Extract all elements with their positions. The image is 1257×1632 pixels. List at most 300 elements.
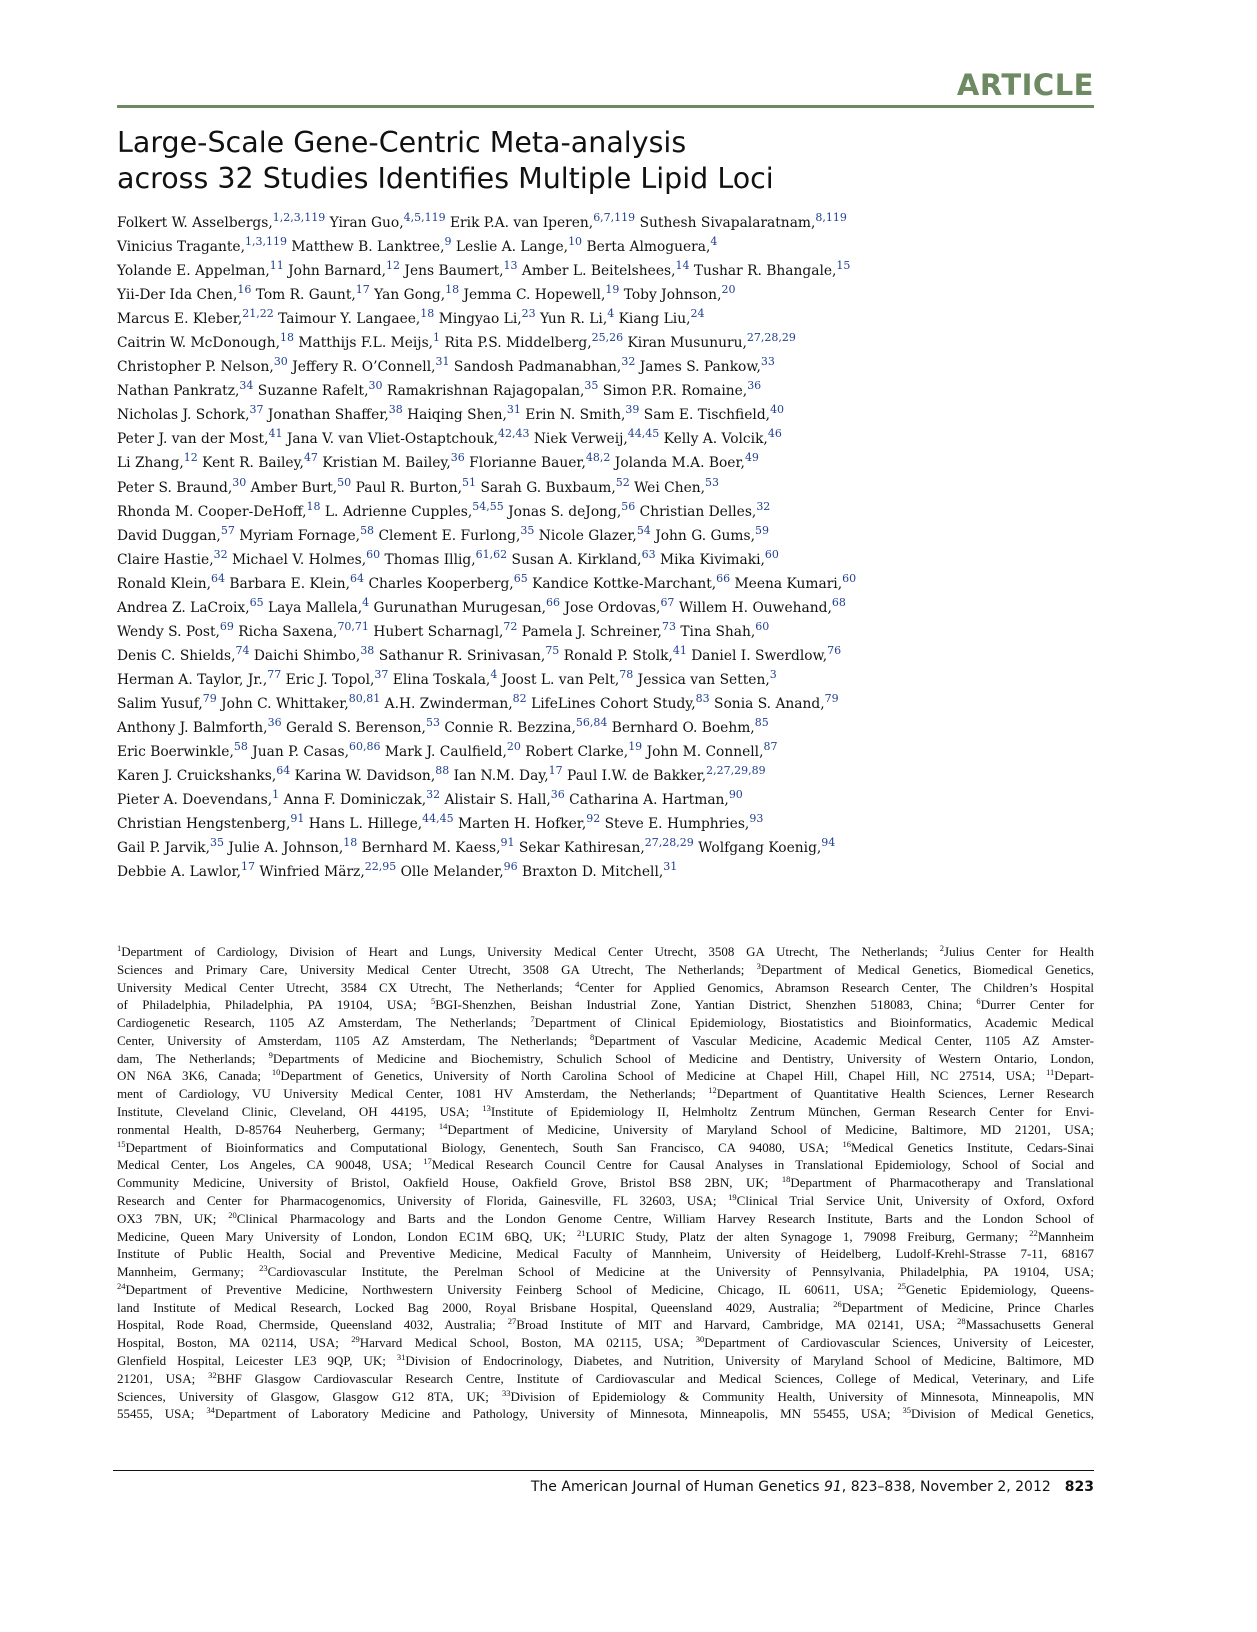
affiliation-line (117, 1085, 1094, 1103)
author-name: Juan P. Casas, (252, 744, 349, 761)
affiliation-line (117, 1334, 1094, 1352)
author-affiliation-ref: 23 (521, 307, 536, 321)
author-line (117, 692, 1107, 716)
author-affiliation-ref: 17 (548, 764, 563, 778)
author-affiliation-ref: 36 (550, 788, 565, 802)
affiliation-text: Medical Center, Los Angeles, CA 90048, USA; (117, 1157, 424, 1173)
author-name: Jolanda M.A. Boer, (614, 455, 745, 472)
affiliation-number: 3 (756, 960, 761, 971)
author-line (117, 403, 1107, 427)
author-name: Braxton D. Mitchell, (521, 864, 664, 881)
author-affiliation-ref: 42,43 (497, 427, 530, 441)
author-name: Karen J. Cruickshanks, (117, 768, 277, 785)
affiliation-number: 28 (957, 1316, 966, 1327)
affiliation-text: Center, University of Amsterdam, 1105 AZ Amsterdam, The Netherlands; (117, 1032, 590, 1048)
author-name: Haiqing Shen, (407, 407, 507, 424)
author-name: Wolfgang Koenig, (698, 840, 822, 857)
author-affiliation-ref: 66 (546, 595, 561, 609)
affiliation-text: land Institute of Medical Research, Locked Bag 2000, Royal Brisbane Hospital, Queensland 4029, Australia; (117, 1299, 834, 1315)
affiliation-line (117, 1156, 1094, 1174)
affiliation-text: ronmental Health, D-85764 Neuherberg, Germany; (117, 1121, 439, 1137)
author-name: Matthew B. Lanktree, (291, 239, 445, 256)
author-name: Elina Toskala, (392, 671, 491, 688)
author-line (117, 812, 1107, 836)
author-affiliation-ref: 79 (824, 691, 839, 705)
author-name: Nicholas J. Schork, (117, 407, 250, 424)
author-name: Yii-Der Ida Chen, (117, 287, 238, 304)
author-affiliation-ref: 47 (303, 451, 318, 465)
affiliation-number: 5 (431, 996, 436, 1007)
author-name: Debbie A. Lawlor, (117, 864, 241, 881)
author-name: Hubert Scharnagl, (373, 623, 504, 640)
author-name: Laya Mallela, (267, 599, 363, 616)
author-affiliation-ref: 52 (615, 475, 630, 489)
journal-name: The American Journal of Human Genetics (530, 1479, 824, 1495)
author-affiliation-ref: 12 (183, 451, 198, 465)
author-name: Li Zhang, (117, 455, 184, 472)
affiliation-text: Department of Cardiovascular Sciences, University of Leicester, (704, 1335, 1094, 1351)
author-name: Wendy S. Post, (117, 623, 220, 640)
author-affiliation-ref: 79 (202, 691, 217, 705)
author-line (117, 716, 1107, 740)
affiliation-line (117, 1121, 1094, 1139)
author-affiliation-ref: 70,71 (337, 619, 369, 633)
affiliation-line (117, 1032, 1094, 1050)
author-name: Leslie A. Lange, (455, 239, 569, 256)
author-name: Mingyao Li, (438, 311, 522, 328)
author-list (117, 211, 1107, 884)
affiliation-line (117, 1192, 1094, 1210)
author-affiliation-ref: 2,27,29,89 (706, 764, 766, 778)
affiliation-text: Clinical Pharmacology and Barts and the London Genome Centre, William Harvey Research Institute, Barts and the London School of (236, 1210, 1094, 1226)
affiliation-number: 2 (939, 942, 945, 953)
affiliation-text: Cardiovascular Institute, the Perelman School of Medicine at the University of Pennsylvania, Philadelphia, PA 19104, USA; (267, 1264, 1094, 1280)
affiliation-text: Department of Laboratory Medicine and Pathology, University of Minnesota, Minneapolis, MN 55455, USA; (214, 1406, 903, 1422)
title-line: across 32 Studies Identifies Multiple Lipid Loci (117, 162, 774, 195)
author-name: Christopher P. Nelson, (117, 359, 274, 376)
author-name: Tina Shah, (680, 623, 756, 640)
affiliation-line (117, 1014, 1094, 1032)
affiliation-number: 30 (695, 1334, 705, 1345)
affiliation-number: 33 (501, 1387, 511, 1398)
author-affiliation-ref: 32 (756, 499, 771, 513)
author-affiliation-ref: 32 (213, 547, 228, 561)
section-label: ARTICLE (956, 68, 1094, 102)
affiliation-number: 32 (208, 1369, 217, 1380)
author-affiliation-ref: 1,3,119 (245, 235, 287, 248)
author-line (117, 379, 1107, 403)
author-name: Sarah G. Buxbaum, (480, 479, 616, 496)
affiliation-text: Institute of Epidemiology II, Helmholtz Zentrum München, German Research Center for Envi- (490, 1104, 1094, 1120)
affiliation-line (117, 1245, 1094, 1263)
affiliation-line (117, 1405, 1094, 1423)
author-name: Olle Melander, (400, 864, 504, 881)
article-title (117, 125, 1094, 197)
affiliation-number: 15 (117, 1138, 126, 1149)
affiliation-text: Julius Center for Health (944, 944, 1095, 959)
affiliation-number: 19 (728, 1191, 737, 1202)
author-affiliation-ref: 74 (235, 643, 250, 657)
author-affiliation-ref: 27,28,29 (746, 331, 796, 345)
affiliation-text: Department of Cardiology, Division of Heart and Lungs, University Medical Center Utrecht, 3508 GA Utrecht, The Netherlands; (121, 944, 940, 959)
author-name: Pamela J. Schreiner, (521, 623, 662, 640)
author-name: John G. Gums, (655, 527, 755, 544)
author-name: Peter J. van der Most, (117, 431, 269, 448)
author-affiliation-ref: 59 (754, 523, 769, 537)
author-name: Joost L. van Pelt, (501, 671, 620, 688)
page-number: 823 (1064, 1479, 1094, 1495)
author-line (117, 548, 1107, 572)
author-name: Catharina A. Hartman, (569, 792, 729, 809)
author-name: Niek Verweij, (533, 431, 628, 448)
author-affiliation-ref: 56 (621, 499, 636, 513)
author-name: Daichi Shimbo, (253, 647, 361, 664)
author-line (117, 788, 1107, 812)
author-name: Paul I.W. de Bakker, (567, 768, 707, 785)
author-name: Jana V. van Vliet-Ostaptchouk, (286, 431, 498, 448)
author-name: Jonathan Shaffer, (267, 407, 389, 424)
author-name: Sathanur R. Srinivasan, (378, 647, 546, 664)
author-name: Christian Delles, (639, 503, 757, 520)
author-name: Willem H. Ouwehand, (678, 599, 832, 616)
author-affiliation-ref: 6,7,119 (593, 210, 636, 224)
author-name: Susan A. Kirkland, (511, 551, 642, 568)
author-name: Daniel I. Swerdlow, (691, 647, 828, 664)
author-line (117, 860, 1107, 884)
affiliation-number: 25 (897, 1280, 906, 1291)
author-affiliation-ref: 64 (211, 571, 226, 585)
author-line (117, 572, 1107, 596)
author-affiliation-ref: 18 (306, 499, 321, 513)
author-name: Gerald S. Berenson, (285, 719, 426, 736)
author-affiliation-ref: 76 (827, 643, 842, 657)
author-affiliation-ref: 82 (512, 691, 527, 705)
affiliation-number: 10 (271, 1067, 281, 1078)
author-name: Nicole Glazer, (538, 527, 637, 544)
affiliation-text: Cardiogenetic Research, 1105 AZ Amsterdam, The Netherlands; (117, 1015, 531, 1031)
author-affiliation-ref: 68 (831, 595, 846, 609)
author-affiliation-ref: 64 (350, 571, 365, 585)
affiliation-number: 11 (1046, 1067, 1055, 1078)
affiliation-text: Broad Institute of MIT and Harvard, Cambridge, MA 02141, USA; (516, 1317, 958, 1333)
author-name: Claire Hastie, (117, 551, 214, 568)
author-name: Caitrin W. McDonough, (117, 335, 280, 352)
author-name: Ronald Klein, (117, 575, 212, 592)
author-name: Andrea Z. LaCroix, (117, 599, 250, 616)
author-line (117, 235, 1107, 259)
author-affiliation-ref: 37 (374, 667, 389, 681)
author-name: Berta Almoguera, (586, 239, 711, 256)
affiliation-text: Genetic Epidemiology, Queens- (905, 1281, 1094, 1297)
author-name: Ramakrishnan Rajagopalan, (386, 383, 585, 400)
affiliation-text: Depart- (1054, 1068, 1094, 1084)
author-affiliation-ref: 57 (220, 523, 235, 537)
author-affiliation-ref: 13 (503, 259, 518, 273)
author-affiliation-ref: 1 (433, 331, 441, 345)
affiliation-text: Medicine, Queen Mary University of London, London EC1M 6BQ, UK; (117, 1228, 577, 1244)
author-affiliation-ref: 31 (435, 355, 450, 369)
affiliation-text: Clinical Trial Service Unit, University of Oxford, Oxford (736, 1192, 1094, 1208)
affiliation-text: ON N6A 3K6, Canada; (117, 1068, 272, 1084)
author-name: Julie A. Johnson, (228, 840, 344, 857)
affiliation-text: dam, The Netherlands; (117, 1050, 269, 1066)
author-name: Kiang Liu, (618, 311, 691, 328)
author-name: Nathan Pankratz, (117, 383, 240, 400)
affiliation-line (117, 1281, 1094, 1299)
affiliation-number: 6 (976, 996, 981, 1007)
author-name: Connie R. Bezzina, (444, 719, 576, 736)
author-affiliation-ref: 41 (672, 643, 687, 657)
author-line (117, 836, 1107, 860)
author-affiliation-ref: 94 (821, 836, 836, 850)
author-affiliation-ref: 25,26 (591, 331, 624, 345)
author-name: Sonia S. Anand, (714, 695, 825, 712)
affiliation-text: BGI-Shenzhen, Beishan Industrial Zone, Yantian District, Shenzhen 518083, China; (435, 997, 977, 1013)
author-name: Denis C. Shields, (117, 647, 236, 664)
author-affiliation-ref: 35 (584, 379, 599, 393)
affiliation-number: 9 (268, 1049, 273, 1060)
journal-volume: 91 (823, 1479, 842, 1495)
affiliation-line (117, 961, 1094, 979)
author-affiliation-ref: 1 (272, 788, 280, 802)
author-affiliation-ref: 18 (445, 283, 460, 297)
author-line (117, 307, 1107, 331)
author-name: Kristian M. Bailey, (322, 455, 451, 472)
affiliation-text: Department of Vascular Medicine, Academic Medical Center, 1105 AZ Amster- (594, 1032, 1094, 1048)
author-affiliation-ref: 38 (360, 643, 375, 657)
journal-citation: , 823–838, November 2, 2012 (841, 1479, 1051, 1495)
author-affiliation-ref: 93 (749, 812, 764, 826)
author-line (117, 427, 1107, 451)
affiliation-text: Department of Genetics, University of North Carolina School of Medicine at Chapel Hill, Chapel Hill, NC 27514, USA; (280, 1068, 1047, 1084)
affiliation-line (117, 1139, 1094, 1157)
author-name: Winfried März, (259, 864, 365, 881)
author-name: Hans L. Hillege, (308, 816, 423, 833)
affiliation-number: 8 (589, 1031, 595, 1042)
author-affiliation-ref: 22,95 (364, 860, 397, 874)
author-name: Clement E. Furlong, (378, 527, 521, 544)
affiliation-number: 26 (833, 1298, 842, 1309)
author-affiliation-ref: 50 (337, 475, 352, 489)
author-name: Simon P.R. Romaine, (602, 383, 748, 400)
author-affiliation-ref: 96 (503, 860, 518, 874)
author-affiliation-ref: 49 (744, 451, 759, 465)
author-name: John Barnard, (288, 263, 387, 280)
author-name: Mika Kivimaki, (659, 551, 765, 568)
author-affiliation-ref: 19 (605, 283, 620, 297)
author-name: Bernhard M. Kaess, (361, 840, 501, 857)
affiliation-number: 14 (438, 1120, 448, 1131)
author-affiliation-ref: 3 (769, 667, 777, 681)
author-name: Ian N.M. Day, (453, 768, 549, 785)
affiliation-line (117, 1174, 1094, 1192)
author-affiliation-ref: 83 (695, 691, 710, 705)
author-name: Amber L. Beitelshees, (521, 263, 676, 280)
affiliation-text: Institute, Cleveland Clinic, Cleveland, OH 44195, USA; (117, 1104, 483, 1120)
affiliation-number: 23 (259, 1262, 268, 1273)
author-affiliation-ref: 41 (268, 427, 283, 441)
affiliation-number: 1 (117, 942, 122, 953)
affiliation-line (117, 1263, 1094, 1281)
author-name: David Duggan, (117, 527, 221, 544)
author-affiliation-ref: 73 (661, 619, 676, 633)
affiliation-number: 29 (351, 1334, 360, 1345)
author-affiliation-ref: 4 (607, 307, 615, 321)
author-name: A.H. Zwinderman, (384, 695, 513, 712)
author-affiliation-ref: 60 (366, 547, 381, 561)
affiliation-line (117, 1299, 1094, 1317)
affiliation-text: Massachusetts General (965, 1317, 1094, 1333)
author-name: Suthesh Sivapalaratnam, (639, 215, 816, 231)
author-name: Peter S. Braund, (117, 479, 233, 496)
author-affiliation-ref: 9 (444, 235, 452, 248)
author-affiliation-ref: 51 (462, 475, 477, 489)
affiliation-text: Department of Bioinformatics and Computational Biology, Genentech, South San Francisco, CA 94080, USA; (125, 1139, 843, 1155)
author-line (117, 764, 1107, 788)
author-name: Jonas S. deJong, (508, 503, 622, 520)
author-affiliation-ref: 35 (520, 523, 535, 537)
author-line (117, 524, 1107, 548)
author-affiliation-ref: 37 (249, 403, 264, 417)
affiliation-line (117, 1067, 1094, 1085)
author-affiliation-ref: 36 (267, 715, 282, 729)
author-name: Barbara E. Klein, (229, 575, 351, 592)
author-affiliation-ref: 8,119 (815, 210, 847, 224)
author-affiliation-ref: 24 (690, 307, 705, 321)
author-line (117, 283, 1107, 307)
author-line (117, 620, 1107, 644)
author-name: Taimour Y. Langaee, (278, 311, 421, 328)
author-affiliation-ref: 36 (747, 379, 762, 393)
author-affiliation-ref: 92 (586, 812, 601, 826)
affiliation-text: ment of Cardiology, VU University Medical Center, 1081 HV Amsterdam, the Netherlands; (117, 1086, 709, 1102)
author-name: Gail P. Jarvik, (117, 840, 211, 857)
affiliation-text: Department of Medical Genetics, Biomedical Genetics, (760, 961, 1095, 977)
author-affiliation-ref: 67 (660, 595, 675, 609)
affiliation-line (117, 1103, 1094, 1121)
author-affiliation-ref: 80,81 (348, 691, 381, 705)
affiliation-text: BHF Glasgow Cardiovascular Research Centre, Institute of Cardiovascular and Medical Sciences, College of Medical, Veterinary, and Life (216, 1370, 1094, 1386)
author-affiliation-ref: 91 (290, 812, 305, 826)
affiliation-number: 13 (482, 1102, 491, 1113)
author-affiliation-ref: 30 (232, 475, 247, 489)
author-line (117, 740, 1107, 764)
affiliation-text: Durrer Center for (980, 997, 1094, 1013)
author-affiliation-ref: 48,2 (585, 451, 611, 465)
affiliation-text: Hospital, Boston, MA 02114, USA; (117, 1335, 352, 1351)
author-affiliation-ref: 18 (279, 331, 294, 345)
affiliation-text: Mannheim (1037, 1228, 1095, 1244)
affiliation-text: Hospital, Rode Road, Chermside, Queensland 4032, Australia; (117, 1317, 508, 1333)
author-name: LifeLines Cohort Study, (531, 695, 696, 712)
affiliation-text: Glenfield Hospital, Leicester LE3 9QP, UK; (117, 1352, 397, 1368)
author-name: Tom R. Gaunt, (255, 287, 356, 304)
author-name: Vinicius Tragante, (117, 239, 245, 256)
affiliation-number: 16 (842, 1138, 852, 1149)
author-affiliation-ref: 16 (237, 283, 252, 297)
author-name: L. Adrienne Cupples, (324, 503, 473, 520)
affiliation-text: OX3 7BN, UK; (117, 1210, 229, 1226)
author-affiliation-ref: 56,84 (575, 715, 608, 729)
author-name: Rhonda M. Cooper-DeHoff, (117, 503, 307, 520)
author-affiliation-ref: 40 (770, 403, 785, 417)
author-affiliation-ref: 39 (625, 403, 640, 417)
affiliation-number: 31 (396, 1351, 406, 1362)
author-name: Gurunathan Murugesan, (373, 599, 547, 616)
affiliation-list (117, 943, 1094, 1423)
author-affiliation-ref: 34 (239, 379, 254, 393)
author-affiliation-ref: 58 (360, 523, 375, 537)
author-affiliation-ref: 90 (728, 788, 743, 802)
author-line (117, 644, 1107, 668)
author-line (117, 259, 1107, 283)
affiliation-line (117, 996, 1094, 1014)
author-name: Yiran Guo, (329, 215, 404, 231)
affiliation-text: 21201, USA; (117, 1370, 209, 1386)
author-affiliation-ref: 46 (767, 427, 782, 441)
author-affiliation-ref: 4,5,119 (403, 210, 446, 224)
affiliation-number: 34 (206, 1405, 215, 1416)
author-line (117, 596, 1107, 620)
affiliation-number: 17 (423, 1156, 432, 1167)
author-name: Steve E. Humphries, (604, 816, 750, 833)
affiliation-line (117, 1388, 1094, 1406)
affiliation-number: 20 (228, 1209, 237, 1220)
author-name: Christian Hengstenberg, (117, 816, 291, 833)
affiliation-text: Division of Epidemiology & Community Health, University of Minnesota, Minneapolis, MN (510, 1388, 1094, 1404)
author-name: Karina W. Davidson, (294, 768, 436, 785)
affiliation-line (117, 1050, 1094, 1068)
author-name: Thomas Illig, (384, 551, 476, 568)
affiliation-text: Mannheim, Germany; (117, 1264, 260, 1280)
author-name: Folkert W. Asselbergs, (117, 215, 273, 231)
author-affiliation-ref: 38 (388, 403, 403, 417)
author-line (117, 668, 1107, 692)
author-affiliation-ref: 18 (343, 836, 358, 850)
affiliation-number: 21 (576, 1227, 586, 1238)
author-affiliation-ref: 15 (836, 259, 851, 273)
author-line (117, 211, 1107, 235)
author-name: Suzanne Rafelt, (257, 383, 369, 400)
affiliation-text: of Philadelphia, Philadelphia, PA 19104, USA; (117, 997, 431, 1013)
author-name: Kandice Kottke-Marchant, (532, 575, 717, 592)
author-name: Michael V. Holmes, (232, 551, 367, 568)
affiliation-number: 35 (902, 1405, 912, 1416)
author-affiliation-ref: 69 (219, 619, 234, 633)
author-name: Yolande E. Appelman, (117, 263, 270, 280)
author-name: Jens Baumert, (404, 263, 504, 280)
author-name: Sam E. Tischfield, (643, 407, 771, 424)
author-name: Herman A. Taylor, Jr., (117, 671, 268, 688)
author-affiliation-ref: 14 (675, 259, 690, 273)
author-affiliation-ref: 35 (210, 836, 225, 850)
author-name: Florianne Bauer, (469, 455, 586, 472)
author-affiliation-ref: 63 (641, 547, 656, 561)
affiliation-text: Department of Medicine, University of Maryland School of Medicine, Baltimore, MD 21201, USA; (447, 1121, 1094, 1137)
author-name: James S. Pankow, (639, 359, 761, 376)
affiliation-line (117, 943, 1094, 961)
author-name: John C. Whittaker, (221, 695, 349, 712)
author-name: Kent R. Bailey, (202, 455, 304, 472)
author-affiliation-ref: 11 (269, 259, 284, 273)
affiliation-text: 55455, USA; (117, 1406, 207, 1422)
author-affiliation-ref: 12 (386, 259, 401, 273)
author-name: Eric J. Topol, (285, 671, 375, 688)
author-name: Sekar Kathiresan, (518, 840, 645, 857)
author-name: Amber Burt, (250, 479, 338, 496)
author-line (117, 331, 1107, 355)
journal-footer (531, 1479, 1094, 1495)
